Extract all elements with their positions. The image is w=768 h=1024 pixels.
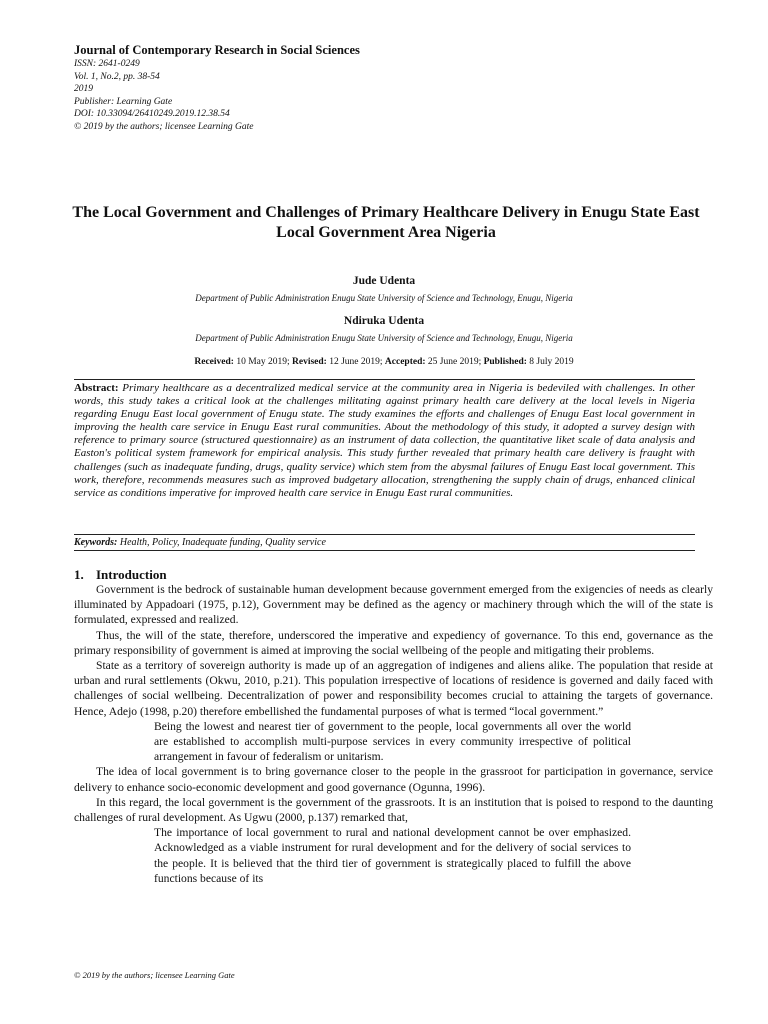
revised-label: Revised: [292, 357, 327, 367]
publication-dates [74, 356, 694, 368]
published-date: 8 July 2019 [529, 357, 574, 367]
section-number: 1. [74, 567, 84, 582]
keywords-bottom-rule [74, 550, 695, 551]
journal-publisher: Publisher: Learning Gate [74, 96, 173, 107]
keywords [74, 537, 695, 549]
paragraph: Government is the bedrock of sustainable human development because government emerged from the exigencies of needs as clearly illuminated by Appadoari (1975, p.12), Government may be defined as the agency or machinery through which the will of the state is formulated, expressed and realized. [74, 583, 713, 627]
paragraph: The idea of local government is to bring governance closer to the people in the grassroot for participation in governance, service delivery to enhance socio-economic development and good governance (Ogunna, 1996). [74, 765, 713, 794]
section-title: Introduction [96, 567, 167, 582]
received-label: Received: [194, 357, 234, 367]
keywords-label: Keywords: [74, 537, 118, 548]
author-block [74, 314, 694, 344]
author-name: Jude Udenta [352, 275, 416, 287]
block-quote: The importance of local government to rural and national development cannot be over emphasized. Acknowledged as a viable instrument for rural development and for the delivery of social services to the people. It is believed that the third tier of government is strategically placed to fulfill the above functions because of its [154, 826, 631, 885]
received-date: 10 May 2019; [236, 357, 290, 367]
accepted-date: 25 June 2019; [427, 357, 482, 367]
author-affiliation: Department of Public Administration Enugu State University of Science and Technology, Enugu, Nigeria [195, 333, 573, 343]
abstract-text: Primary healthcare as a decentralized medical service at the community area in Nigeria is bedeviled with challenges. In other words, this study takes a critical look at the challenges militating against primary health care delivery at the local levels in Nigeria regarding Enugu East local government of Enugu state. The study examines the efforts and challenges of Enugu East local government in improving the health care service in Enugu East rural communities. About the methodology of this study, it adopted a survey design with reference to primary source (structured questionnaire) as an instrument of data collection, the quantitative liket scale of data analysis and Easton's political system framework for empirical analysis. This study further revealed that primary health care delivery is fraught with challenges (such as inadequate funding, drugs, quality service) which stem from the abysmal failures of Enugu East local government. This work, therefore, recommends measures such as improved budgetary allocation, strengthening the supply chain of drugs, enhanced clinical service as conditions imperative for improved health care service in Enugu East rural communities. [74, 382, 696, 499]
body-text [74, 582, 713, 886]
journal-doi: DOI: 10.33094/26410249.2019.12.38.54 [74, 109, 230, 119]
revised-date: 12 June 2019; [329, 357, 383, 367]
paragraph: State as a territory of sovereign authority is made up of an aggregation of indigenes and aliens alike. The population that reside at urban and rural settlements (Okwu, 2010, p.21). This population irrespective of locations of residence is governed and daily faced with challenges of social wellbeing. Decentralization of power and responsibility becomes crucial to attaining the targets of governance. Hence, Adejo (1998, p.20) therefore embellished the fundamental purposes of what is termed “local government.” [74, 659, 713, 718]
author-name: Ndiruka Udenta [343, 315, 425, 327]
journal-copyright: © 2019 by the authors; licensee Learning Gate [74, 121, 254, 132]
paragraph: In this regard, the local government is the government of the grassroots. It is an institution that is poised to respond to the daunting challenges of rural development. As Ugwu (2000, p.137) remarked that, [74, 795, 713, 825]
author-block [74, 274, 694, 304]
abstract-top-rule [74, 379, 695, 380]
journal-volume: Vol. 1, No.2, pp. 38-54 [74, 71, 160, 82]
journal-year: 2019 [74, 84, 93, 94]
paragraph: Thus, the will of the state, therefore, underscored the imperative and expediency of governance. To this end, governance as the primary responsibility of government is aimed at improving the social wellbeing of the people and mitigating their problems. [74, 628, 713, 657]
journal-header [74, 43, 474, 133]
journal-title: Journal of Contemporary Research in Social Sciences [74, 43, 360, 57]
journal-issn: ISSN: 2641-0249 [74, 59, 140, 69]
accepted-label: Accepted: [384, 357, 426, 367]
abstract-label: Abstract: [74, 382, 119, 394]
author-affiliation: Department of Public Administration Enugu State University of Science and Technology, Enugu, Nigeria [195, 293, 573, 303]
article-title: The Local Government and Challenges of Primary Healthcare Delivery in Enugu State East Local Government Area Nigeria [72, 204, 700, 241]
section-heading [74, 567, 167, 583]
page-footer: © 2019 by the authors; licensee Learning Gate [74, 970, 235, 980]
keywords-top-rule [74, 534, 695, 535]
abstract [74, 382, 695, 500]
keywords-text: Health, Policy, Inadequate funding, Quality service [119, 537, 326, 548]
published-label: Published: [483, 357, 527, 367]
block-quote: Being the lowest and nearest tier of government to the people, local governments all over the world are established to accomplish multi-purpose services in every community irrespective of political arrangement in favour of federalism or unitarism. [154, 719, 631, 764]
